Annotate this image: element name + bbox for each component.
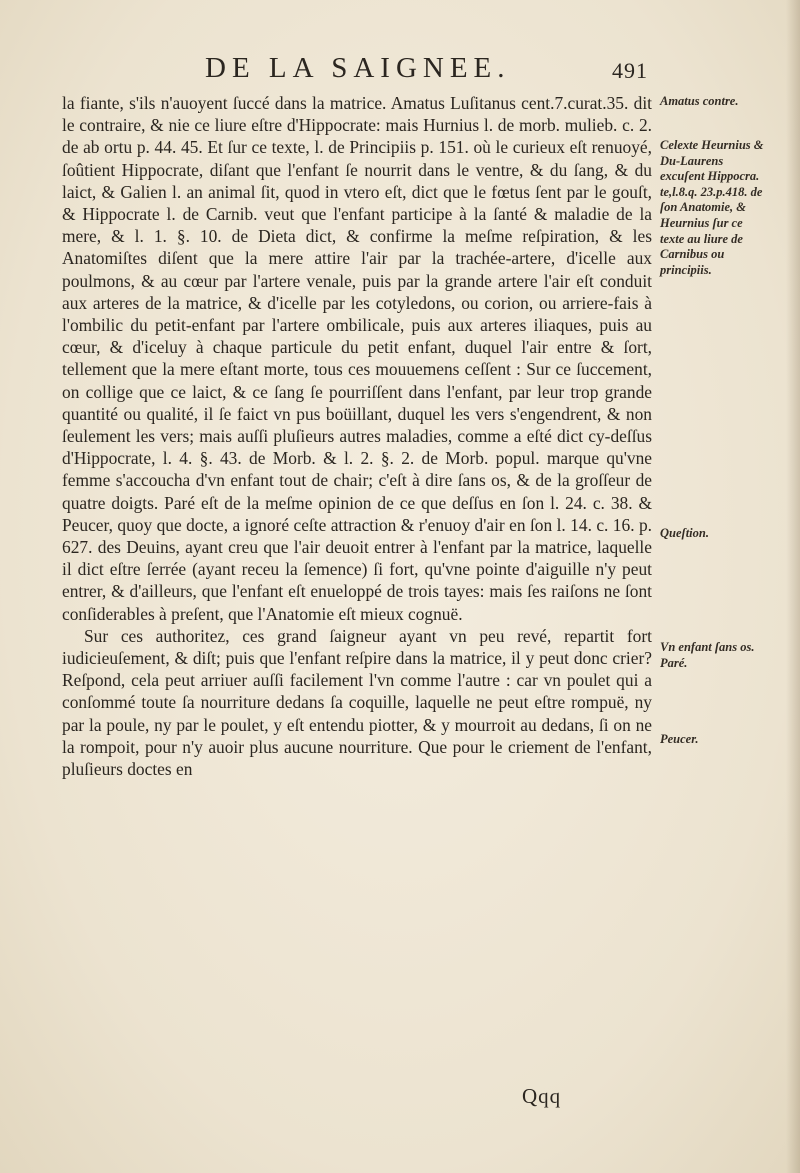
margin-note-peucer: Peucer. [660, 732, 699, 746]
paragraph-2: Sur ces authoritez, ces grand ſaigneur ayant vn peu revé, repartit fort iudicieuſement, & diſt; puis que l'enfant reſpire dans la matrice, il y peut donc crier? Reſpond, cela peut arriuer auſſi facilement l'vn comme l'autre : car vn poulet qui a conſommé toute ſa nourriture dedans ſa coquille, laquelle ne peut eſtre rompuë, ny par la poule, ny par le poulet, y eſt entendu piotter, & y mourroit au dedans, ſi on ne la rompoit, pour n'y auoir plus aucune nourriture. Que pour le criement de l'enfant, pluſieurs doctes en [62, 625, 652, 780]
margin-note-heurnius: Celexte Heurnius & Du-Laurens excuſent Hippocra. te,l.8.q. 23.p.418. de ſon Anatomie, & Heurnius ſur ce texte au liure de Carnibus ou principiis. [660, 138, 764, 277]
running-head: DE LA SAIGNEE. [205, 52, 511, 84]
margin-note-question: Queſtion. [660, 526, 709, 540]
main-text [62, 92, 652, 780]
paragraph-1: la fiante, s'ils n'auoyent ſuccé dans la matrice. Amatus Luſitanus cent.7.curat.35. dit le contraire, & nie ce liure eſtre d'Hippocrate: mais Hurnius l. de morb. mulieb. c. 2. de ab ortu p. 44. 45. Et ſur ce texte, l. de Principiis p. 151. où le curieux eſt renuoyé, ſoûtient Hippocrate, diſant que l'enfant ſe nourrit dans le ventre, & du ſang, & du laict, & Galien l. an animal ſit, quod in vtero eſt, dict que le fœtus ſent par le gouſt, & Hippocrate l. de Carnib. veut que l'enfant participe à la ſanté & maladie de la mere, & l. 1. §. 10. de Dieta dict, & confirme la meſme reſpiration, & les Anatomiſtes diſent que la mere attire l'air par la trachée-artere, d'icelle aux poulmons, & au cœur par l'artere venale, puis par la grande artere l'air eſt conduit aux arteres de la matrice, & d'icelle par les cotyledons, ou corion, ou arriere-fais à l'ombilic du petit-enfant par l'artere ombilicale, puis aux arteres iliaques, puis au cœur, & d'iceluy à chaque particule du petit enfant, duquel l'air entre & ſort, tellement que la mere eſtant morte, tous ces mouuemens ceſſent : Sur ce ſuccement, on collige que ce laict, & ce ſang ſe pourriſſent dans l'enfant, par leur trop grande quantité ou qualité, il ſe faict vn pus boüillant, duquel les vers s'engendrent, & non ſeulement les vers; mais auſſi pluſieurs autres maladies, comme a eſté dict cy-deſſus d'Hippocrate, l. 4. §. 43. de Morb. & l. 2. §. 2. de Morb. popul. marque qu'vne femme s'accoucha d'vn enfant tout de chair; c'eſt à dire ſans os, & de la groſſeur de quatre doigts. Paré eſt de la meſme opinion de ce que deſſus en ſon l. 24. c. 38. & Peucer, quoy que docte, a ignoré ceſte attraction & r'enuoy d'air en ſon l. 14. c. 16. p. 627. des Deuins, ayant creu que l'air deuoit entrer à l'enfant par la matrice, laquelle il dict eſtre ſerrée (ayant receu la ſemence) ſi fort, qu'vne pointe d'aiguille n'y peut entrer, & d'ailleurs, que l'enfant eſt enueloppé de trois tayes: mais ſes raiſons ne ſont conſiderables à preſent, que l'Anatomie eſt mieux cognuë. [62, 93, 652, 624]
page-header [0, 52, 800, 92]
margin-note-amatus: Amatus contre. [660, 94, 739, 108]
page-number: 491 [612, 58, 648, 83]
page-edge-shadow [786, 0, 800, 1173]
margin-note-enfant: Vn enfant ſans os. Paré. [660, 640, 755, 670]
signature-mark: Qqq [522, 1084, 562, 1108]
